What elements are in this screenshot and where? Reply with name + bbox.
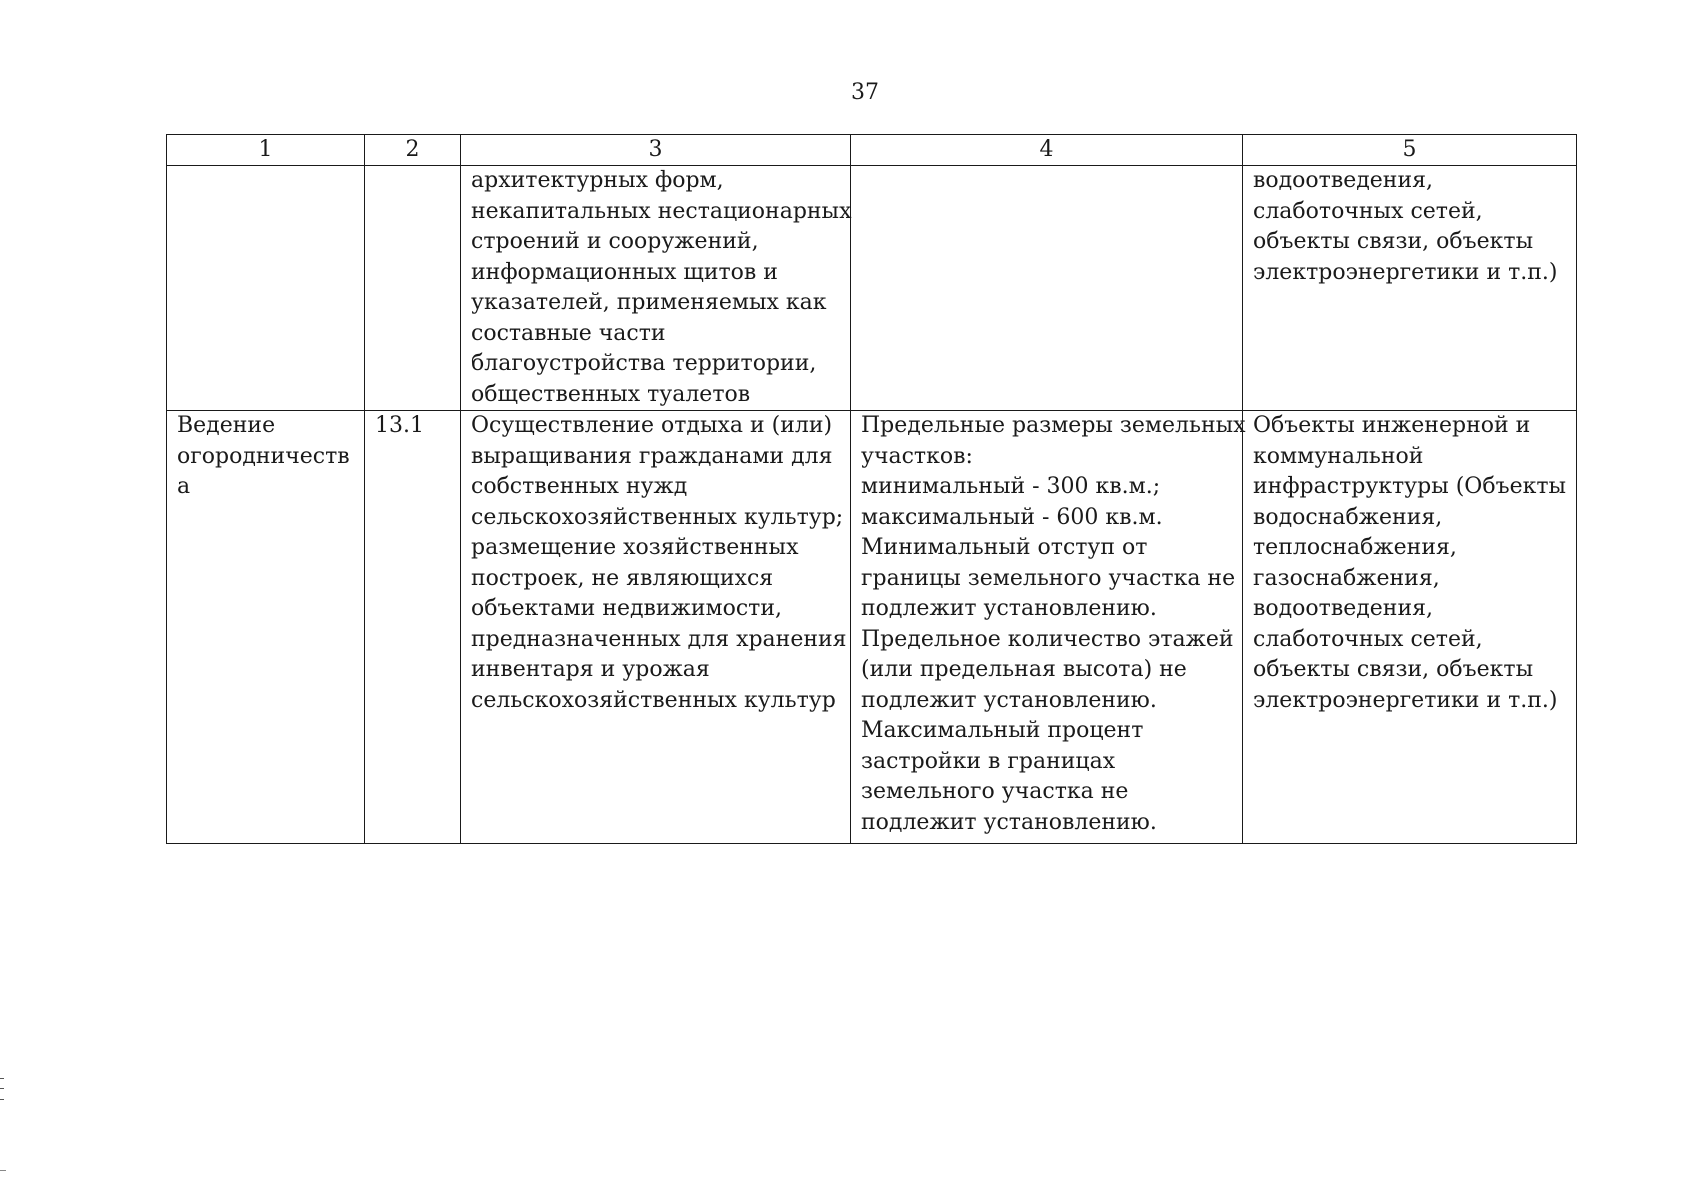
text-line: общественных туалетов <box>471 381 751 407</box>
text-line: электроэнергетики и т.п.) <box>1253 259 1558 285</box>
text-line: границы земельного участка не <box>861 565 1236 591</box>
text-line: водоснабжения, <box>1253 504 1443 530</box>
text-line: объекты связи, объекты <box>1253 657 1534 682</box>
text-line: слаботочных сетей, <box>1253 626 1483 652</box>
header-row <box>167 135 1577 166</box>
cell-col5-continuation <box>1243 166 1577 411</box>
header-col-4: 4 <box>851 135 1243 166</box>
text-line: подлежит установлению. <box>861 809 1157 835</box>
text-line: Объекты инженерной и <box>1253 413 1531 438</box>
text-line: Ведение <box>177 413 276 438</box>
table-row-continuation <box>167 166 1577 411</box>
text-line: коммунальной <box>1253 443 1424 469</box>
cell-col4-continuation <box>851 166 1243 411</box>
text-line: подлежит установлению. <box>861 596 1157 621</box>
cell-land-use-name <box>167 411 365 844</box>
cell-land-use-description <box>461 411 851 844</box>
text-line: предназначенных для хранения <box>471 626 847 652</box>
cell-auxiliary-objects <box>1243 411 1577 844</box>
text-line: архитектурных форм, <box>471 168 724 193</box>
text-line: слаботочных сетей, <box>1253 198 1483 224</box>
header-col-3: 3 <box>461 135 851 166</box>
text-line: огородничеств <box>177 443 350 469</box>
zoning-table <box>166 134 1577 844</box>
text-line: водоотведения, <box>1253 168 1434 193</box>
text-line: указателей, применяемых как <box>471 290 827 315</box>
text-line: строений и сооружений, <box>471 229 759 254</box>
text-line: максимальный - 600 кв.м. <box>861 504 1163 530</box>
cell-col2-continuation <box>365 166 461 411</box>
text-line: благоустройства территории, <box>471 351 817 376</box>
text-line: объектами недвижимости, <box>471 596 782 621</box>
scan-edge-dash <box>0 1170 6 1171</box>
text-line: составные части <box>471 320 666 346</box>
text-line: застройки в границах <box>861 748 1116 774</box>
text-line: Минимальный отступ от <box>861 535 1148 560</box>
scan-edge-mark <box>0 1078 4 1100</box>
text-line: подлежит установлению. <box>861 687 1157 713</box>
table-row-gardening <box>167 411 1577 844</box>
text-line: собственных нужд <box>471 474 688 499</box>
text-line: инвентаря и урожая <box>471 657 710 682</box>
text-line: водоотведения, <box>1253 596 1434 621</box>
text-line: теплоснабжения, <box>1253 535 1457 560</box>
text-line: сельскохозяйственных культур <box>471 687 836 713</box>
header-col-2: 2 <box>365 135 461 166</box>
text-line: минимальный - 300 кв.м.; <box>861 474 1161 499</box>
text-line: выращивания гражданами для <box>471 443 833 469</box>
cell-col1-continuation <box>167 166 365 411</box>
text-line: Максимальный процент <box>861 718 1144 743</box>
text-line: инфраструктуры (Объекты <box>1253 474 1567 499</box>
text-line: построек, не являющихся <box>471 565 774 591</box>
text-line: (или предельная высота) не <box>861 657 1187 682</box>
text-line: Осуществление отдыха и (или) <box>471 413 833 438</box>
text-line: размещение хозяйственных <box>471 535 799 560</box>
header-col-1: 1 <box>167 135 365 166</box>
text-line: газоснабжения, <box>1253 565 1440 591</box>
header-col-5: 5 <box>1243 135 1577 166</box>
cell-limit-parameters <box>851 411 1246 844</box>
text-line: объекты связи, объекты <box>1253 229 1534 254</box>
text-line: Предельные размеры земельных <box>861 413 1246 438</box>
text-line: некапитальных нестационарных <box>471 198 852 224</box>
text-line: информационных щитов и <box>471 259 778 285</box>
text-line: а <box>177 474 191 499</box>
text-line: Предельное количество этажей <box>861 626 1234 652</box>
cell-land-use-code: 13.1 <box>365 411 461 844</box>
cell-col3-continuation <box>461 166 851 411</box>
text-line: земельного участка не <box>861 779 1129 804</box>
page-number: 37 <box>851 80 879 105</box>
text-line: сельскохозяйственных культур; <box>471 504 844 530</box>
text-line: участков: <box>861 443 973 469</box>
text-line: электроэнергетики и т.п.) <box>1253 687 1558 713</box>
